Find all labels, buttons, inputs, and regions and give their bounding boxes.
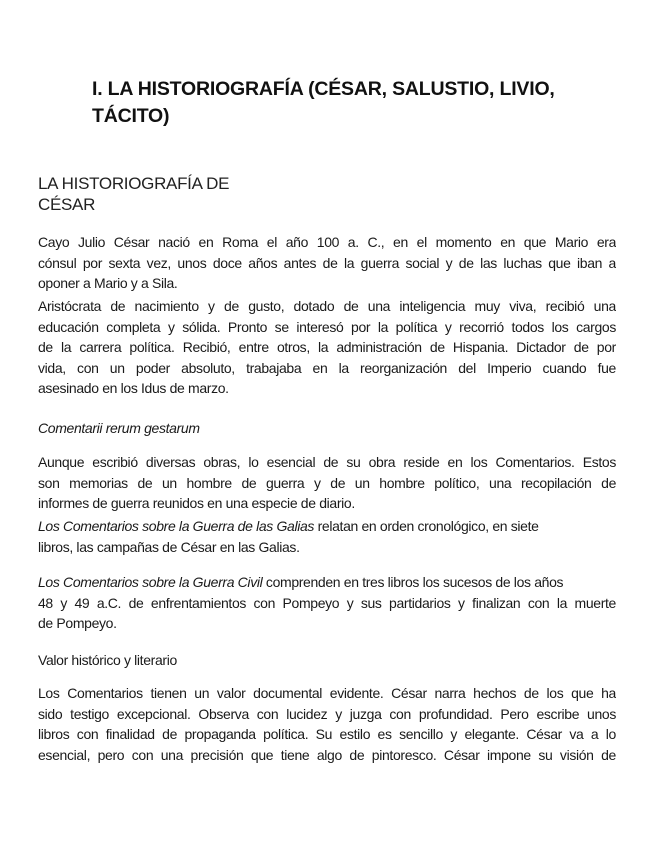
text-line: vida, con un poder absoluto, trabajaba en la reorganización del Imperio cuando fue [38,359,616,376]
text-line: oponer a Mario y a Sila. [38,275,178,292]
paragraph-valor [38,683,616,765]
text-segment: comprenden en tres libros los sucesos de los años [262,574,564,590]
title-line: TÁCITO) [92,105,170,127]
text-line: libros con finalidad de propaganda política. Su estilo es sencillo y elegante. César va a lo [38,726,616,743]
text-line: esencial, pero con una precisión que tiene algo de pintoresco. César impone su visión de [38,746,616,763]
text-line: Los Comentarios tienen un valor documental evidente. César narra hechos de los que ha [38,685,616,701]
text-line: asesinado en los Idus de marzo. [38,380,229,397]
section-heading-line: LA HISTORIOGRAFÍA DE [38,174,230,193]
text-line: Aristócrata de nacimiento y de gusto, dotado de una inteligencia muy viva, recibió una [38,298,616,314]
paragraph-guerra-civil [38,572,616,634]
section-heading-line: CÉSAR [38,195,96,214]
text-line: educación completa y sólida. Pronto se interesó por la política y recorrió todos los cargos [38,318,616,335]
text-line: de Pompeyo. [38,615,117,632]
text-line: informes de guerra reunidos en una especie de diario. [38,495,355,512]
text-line: 48 y 49 a.C. de enfrentamientos con Pompeyo y sus partidarios y finalizan con la muerte [38,594,616,611]
text-line: Aunque escribió diversas obras, lo esencial de su obra reside en los Comentarios. Estos [38,454,616,470]
text-line: son memorias de un hombre de guerra y de un hombre político, una recopilación de [38,474,616,491]
work-title: Los Comentarios sobre la Guerra de las Galias [38,518,315,534]
paragraph-comentarios [38,452,616,514]
text-line [38,516,616,537]
paragraph-birth [38,232,616,294]
chapter-title [92,76,612,130]
text-line: libros, las campañas de César en las Galias. [38,538,300,555]
text-line: sido testigo excepcional. Observa con lucidez y juzga con profundidad. Pero escribe unos [38,705,616,722]
subheading-valor [38,650,616,671]
subheading-comentarii [38,418,616,439]
text-line: Cayo Julio César nació en Roma el año 100 a. C., en el momento en que Mario era [38,234,616,250]
text-line: Valor histórico y literario [38,652,177,668]
text-line: de la carrera política. Recibió, entre otros, la administración de Hispania. Dictador de por [38,339,616,356]
text-line: Comentarii rerum gestarum [38,420,200,436]
work-title: Los Comentarios sobre la Guerra Civil [38,574,263,590]
text-line [38,572,616,593]
section-heading [38,173,229,215]
paragraph-career [38,296,616,399]
text-segment: relatan en orden cronológico, en siete [314,518,539,534]
title-line: I. LA HISTORIOGRAFÍA (CÉSAR, SALUSTIO, LIVIO, [92,78,555,100]
paragraph-galias [38,516,616,557]
text-line: cónsul por sexta vez, unos doce años antes de la guerra social y de las luchas que iban a [38,254,616,271]
